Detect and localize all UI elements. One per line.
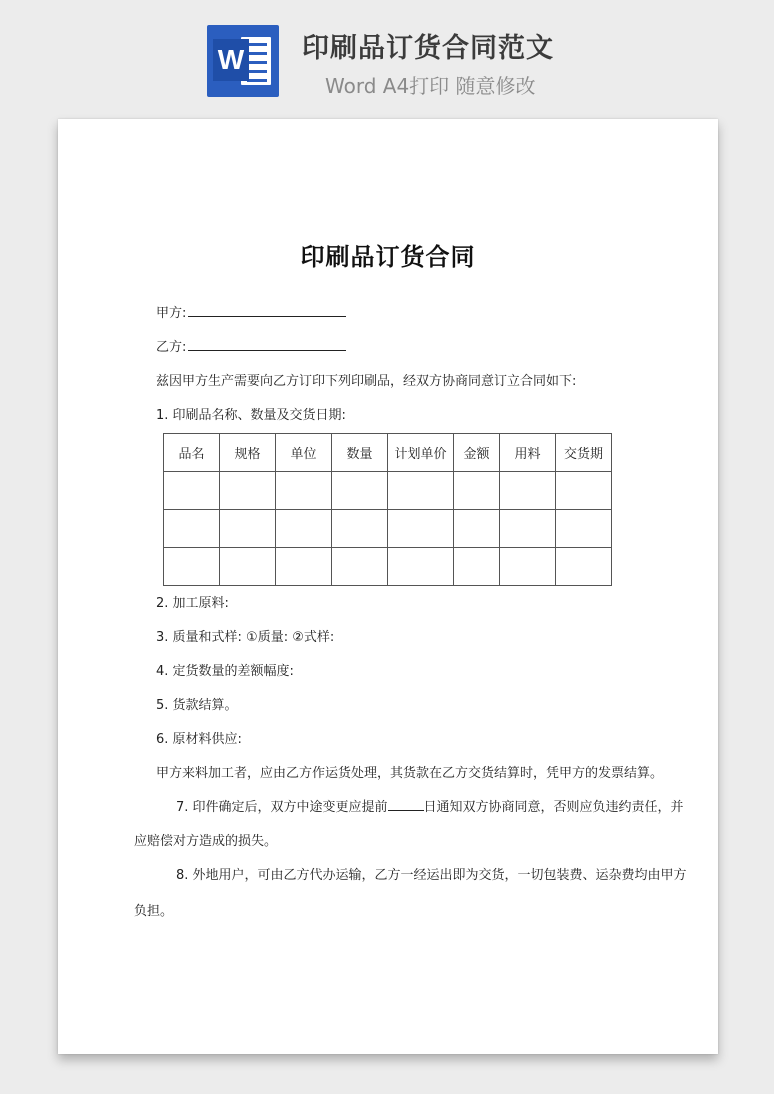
document-title: 印刷品订货合同 [300,243,476,271]
party-a-line [156,302,346,321]
party-b-blank[interactable] [188,336,346,351]
table-cell[interactable] [388,510,454,548]
table-cell[interactable] [220,510,276,548]
table-cell[interactable] [556,472,612,510]
table-row [164,472,612,510]
table-header-cell: 交货期 [556,434,612,472]
item-6-text: 甲方来料加工者，应由乙方作运货处理，其货款在乙方交货结算时，凭甲方的发票结算。 [156,766,664,781]
table-cell[interactable] [556,510,612,548]
table-cell[interactable] [276,472,332,510]
party-a-blank[interactable] [188,302,346,317]
document-page [58,119,718,1054]
table-cell[interactable] [454,472,500,510]
table-cell[interactable] [164,510,220,548]
page-header [0,0,774,112]
table-header-cell: 数量 [332,434,388,472]
item-7-line [176,796,684,815]
table-cell[interactable] [332,510,388,548]
item-2: 2. 加工原料: [156,596,229,611]
item-3: 3. 质量和式样: ①质量: ②式样: [156,630,335,645]
table-header-cell: 用料 [500,434,556,472]
table-cell[interactable] [220,548,276,586]
table-cell[interactable] [500,472,556,510]
item-1: 1. 印刷品名称、数量及交货日期: [156,408,346,423]
word-icon [207,25,279,97]
item-7-part-a: 7. 印件确定后，双方中途变更应提前 [176,800,388,815]
table-cell[interactable] [164,548,220,586]
table-header-cell: 品名 [164,434,220,472]
table-cell[interactable] [454,548,500,586]
party-b-line [156,336,346,355]
word-letter: W [213,39,249,81]
item-6: 6. 原材料供应: [156,732,242,747]
table-cell[interactable] [276,510,332,548]
table-cell[interactable] [164,472,220,510]
table-cell[interactable] [454,510,500,548]
party-a-label: 甲方: [156,306,187,321]
item-7-continuation: 应赔偿对方造成的损失。 [134,834,278,849]
item-7-days-blank[interactable] [388,798,424,811]
table-cell[interactable] [332,472,388,510]
order-table [163,433,612,586]
party-b-label: 乙方: [156,340,187,355]
table-header-cell: 金额 [454,434,500,472]
table-header-cell: 计划单价 [388,434,454,472]
table-cell[interactable] [220,472,276,510]
item-8-continuation: 负担。 [134,904,174,919]
table-cell[interactable] [388,472,454,510]
table-cell[interactable] [500,510,556,548]
table-row [164,548,612,586]
table-cell[interactable] [500,548,556,586]
table-row [164,510,612,548]
item-8-line: 8. 外地用户，可由乙方代办运输，乙方一经运出即为交货，一切包装费、运杂费均由甲方 [176,868,687,883]
table-cell[interactable] [332,548,388,586]
item-7-part-b: 日通知双方协商同意，否则应负违约责任，并 [423,800,684,815]
table-cell[interactable] [388,548,454,586]
table-header-cell: 单位 [276,434,332,472]
table-cell[interactable] [276,548,332,586]
item-4: 4. 定货数量的差额幅度: [156,664,294,679]
item-5: 5. 货款结算。 [156,698,238,713]
table-header-cell: 规格 [220,434,276,472]
header-title: 印刷品订货合同范文 [302,33,554,64]
table-cell[interactable] [556,548,612,586]
header-subtitle: Word A4打印 随意修改 [325,74,536,98]
table-header-row [164,434,612,472]
intro-text: 兹因甲方生产需要向乙方订印下列印刷品，经双方协商同意订立合同如下: [156,374,577,389]
